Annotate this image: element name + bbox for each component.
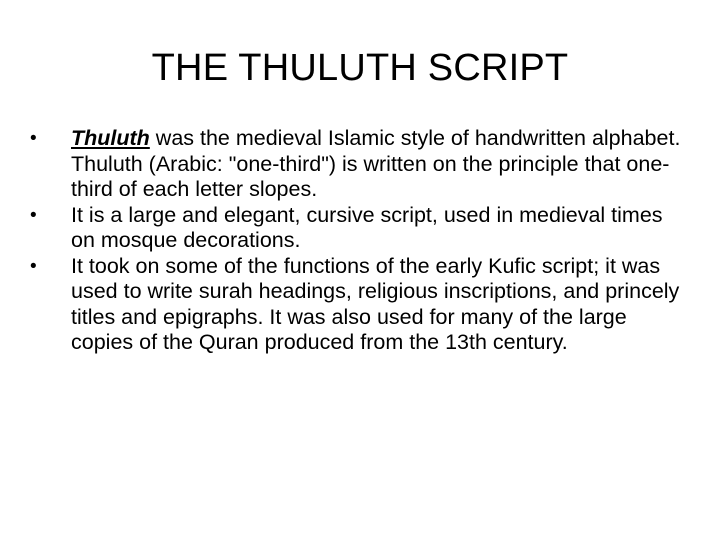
bullet-text: It took on some of the functions of the early Kufic script; it was used to write surah headings, religious inscriptions, and princely titles and epigraphs. It was also used for many of the large copies of the Quran produced from the 13th century. [71, 253, 680, 354]
slide-title: THE THULUTH SCRIPT [151, 47, 569, 89]
bullet-text: It is a large and elegant, cursive script, used in medieval times on mosque decorations. [71, 202, 663, 252]
bullet-item [30, 126, 690, 203]
bullet-dot-icon: • [30, 255, 37, 277]
bullet-lead-term: Thuluth [71, 126, 150, 150]
bullet-dot-icon: • [30, 128, 37, 149]
bullet-item [30, 254, 690, 356]
bullet-text: was the medieval Islamic style of handwritten alphabet. Thuluth (Arabic: "one-third") is written on the principle that one-third of each letter slopes. [71, 126, 681, 201]
bullet-item [30, 203, 690, 254]
bullet-list [30, 126, 690, 356]
bullet-dot-icon: • [30, 204, 37, 226]
